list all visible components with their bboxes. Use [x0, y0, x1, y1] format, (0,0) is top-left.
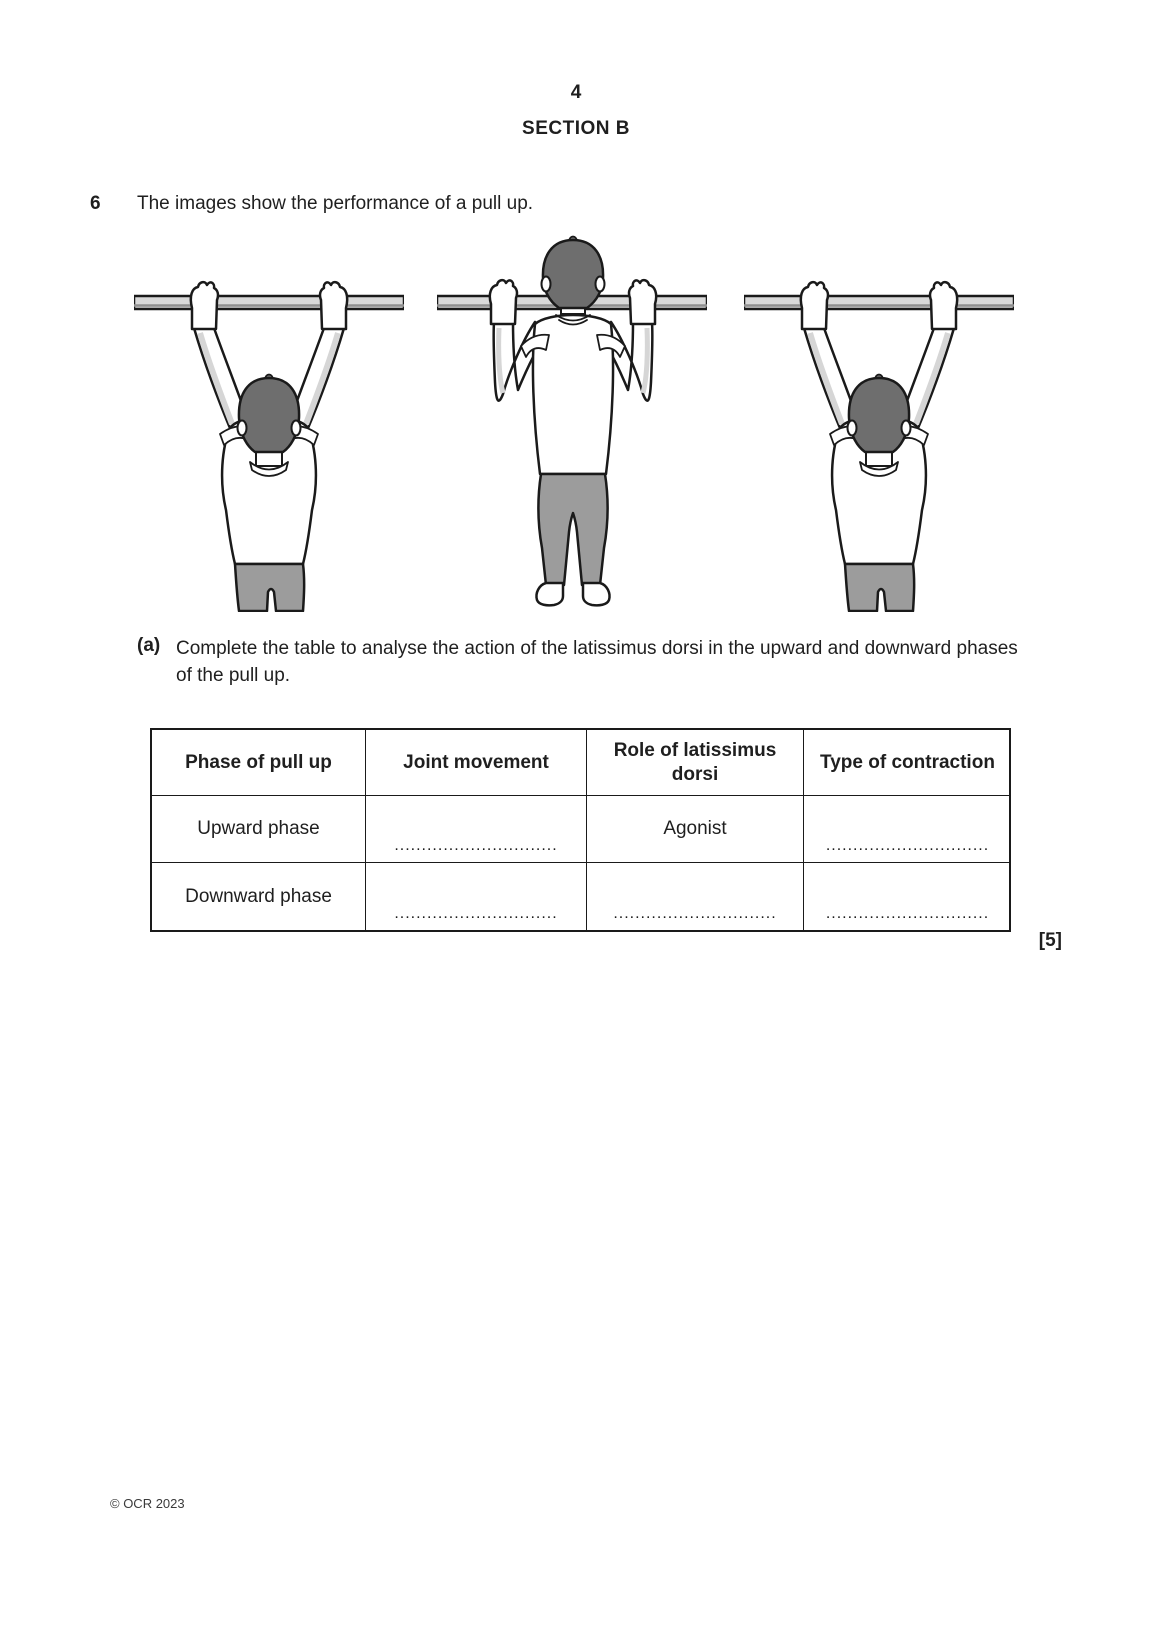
part-a-text: Complete the table to analyse the action of the latissimus dorsi in the upward and downward phases of the pull up. — [176, 638, 1018, 686]
answer-field-upward-contraction[interactable] — [804, 796, 1011, 863]
cell-upward-role: Agonist — [587, 796, 804, 863]
answer-line[interactable]: .............................. — [394, 837, 558, 854]
part-a-label: (a) — [137, 635, 161, 656]
left-ear — [238, 421, 247, 436]
left-hand — [191, 282, 218, 329]
cell-downward-phase: Downward phase — [152, 863, 366, 930]
head — [543, 240, 603, 308]
right-ear — [292, 421, 301, 436]
table-header-contraction: Type of contraction — [804, 730, 1011, 796]
pull-up-hang-start-illustration — [134, 232, 404, 612]
answer-line[interactable]: .............................. — [825, 905, 990, 922]
answer-line[interactable]: .............................. — [825, 837, 990, 854]
right-hand — [320, 282, 347, 329]
answer-field-downward-role[interactable] — [587, 863, 804, 930]
answer-field-downward-joint-movement[interactable] — [366, 863, 587, 930]
question-text: The images show the performance of a pull up. — [137, 193, 534, 214]
right-ear — [596, 277, 605, 292]
pull-up-hang-finish-illustration — [744, 232, 1014, 612]
section-title: SECTION B — [522, 118, 630, 139]
head — [239, 378, 299, 452]
pull-up-bar — [134, 296, 404, 309]
copyright-footer: © OCR 2023 — [110, 1496, 185, 1511]
right-shoe — [583, 583, 610, 605]
answer-field-upward-joint-movement[interactable] — [366, 796, 587, 863]
answer-line[interactable]: .............................. — [613, 905, 777, 922]
left-ear — [542, 277, 551, 292]
table-header-joint-movement: Joint movement — [366, 730, 587, 796]
trousers — [538, 474, 607, 585]
cell-upward-phase: Upward phase — [152, 796, 366, 863]
question-number: 6 — [90, 193, 101, 214]
marks-badge: [5] — [1038, 930, 1062, 951]
table-header-role: Role of latissimus dorsi — [587, 730, 804, 796]
answer-line[interactable]: .............................. — [394, 905, 558, 922]
trousers — [235, 564, 304, 611]
analysis-table — [150, 728, 1011, 932]
answer-field-downward-contraction[interactable] — [804, 863, 1011, 930]
table-header-phase: Phase of pull up — [152, 730, 366, 796]
pull-up-top-position-illustration — [437, 232, 707, 612]
left-shoe — [536, 583, 563, 605]
page-number: 4 — [570, 82, 582, 103]
right-hand — [629, 280, 656, 324]
left-hand — [490, 280, 517, 324]
